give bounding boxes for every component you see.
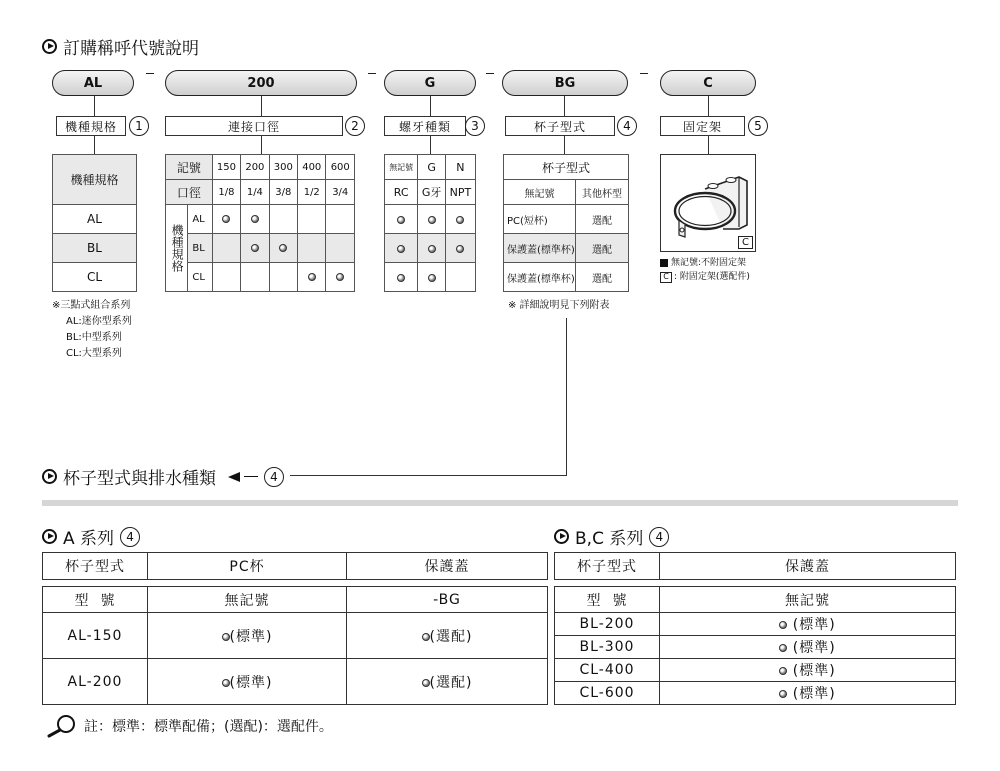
bc-row-cover: (標準) — [792, 663, 836, 679]
option-dot-icon — [222, 633, 230, 641]
code-pill-cup: BG — [502, 70, 628, 96]
section-heading-cup-drain — [42, 464, 284, 489]
dash-separator — [368, 73, 376, 74]
play-bullet-icon — [42, 529, 57, 544]
number-badge: 4 — [617, 116, 637, 136]
number-badge: 3 — [465, 116, 485, 136]
cup-row-option: 選配 — [576, 263, 629, 292]
available-dot-icon — [336, 273, 344, 281]
code-pill-bracket: C — [660, 70, 756, 96]
connector-line — [430, 136, 431, 154]
a-sub-pc: 無記號 — [148, 587, 347, 613]
number-badge: 4 — [120, 527, 140, 547]
available-dot-icon — [308, 273, 316, 281]
cup-row-name: 保護蓋(標準杯) — [504, 234, 576, 263]
available-dot-icon — [456, 245, 464, 253]
legend-line: 無記號:不附固定架 — [671, 258, 747, 268]
code-pill-model: AL — [52, 70, 134, 96]
a-header-cup: 杯子型式 — [43, 553, 148, 580]
legend-badge: C — [660, 272, 672, 283]
a-sub-model: 型 號 — [43, 587, 148, 613]
dash-separator — [486, 73, 494, 74]
label-bracket: 固定架 — [660, 116, 745, 136]
a-row-cover: (選配) — [429, 628, 473, 645]
thread-code: N — [445, 155, 475, 180]
label-cup-type: 杯子型式 — [505, 116, 615, 136]
bc-row-cover: (標準) — [792, 617, 836, 633]
port-side-label: 機種規格 — [166, 205, 188, 292]
available-dot-icon — [397, 245, 405, 253]
port-size: 3/8 — [269, 180, 297, 205]
cup-note: ※ 詳細說明見下列附表 — [508, 300, 610, 311]
option-dot-icon — [422, 633, 430, 641]
dash-separator — [146, 73, 154, 74]
section-divider — [42, 500, 958, 506]
a-header-cover: 保護蓋 — [347, 553, 548, 580]
option-dot-icon — [222, 679, 230, 687]
number-badge: 1 — [129, 116, 149, 136]
bc-sub-cover: 無記號 — [660, 587, 956, 613]
a-header-pc: PC杯 — [148, 553, 347, 580]
magnifier-icon — [46, 714, 78, 738]
a-row-pc: (標準) — [229, 674, 273, 691]
connector-line — [94, 136, 95, 154]
bc-row-model: BL-200 — [555, 613, 660, 636]
section-heading-order-code — [42, 34, 199, 59]
bc-header-cover: 保護蓋 — [660, 553, 956, 580]
a-row-model: AL-150 — [43, 613, 148, 659]
connector-line — [261, 96, 262, 116]
number-badge: 4 — [649, 527, 669, 547]
option-dot-icon — [779, 667, 787, 675]
a-series-header-table — [42, 552, 548, 580]
model-spec-table — [52, 154, 137, 292]
section-title: 訂購稱呼代號說明 — [63, 39, 199, 59]
bc-row-cover: (標準) — [792, 686, 836, 702]
port-code: 150 — [212, 155, 240, 180]
connector-line — [290, 475, 567, 476]
note-line: AL:迷你型系列 — [66, 316, 132, 327]
footnote — [46, 714, 333, 738]
cup-row-name: 保護蓋(標準杯) — [504, 263, 576, 292]
bracket-legend — [660, 256, 750, 284]
connector-line — [566, 318, 567, 475]
available-dot-icon — [428, 216, 436, 224]
cup-col-header: 無記號 — [504, 180, 576, 205]
number-badge: 4 — [264, 467, 284, 487]
port-row-label: BL — [188, 234, 212, 263]
legend-line: : 附固定架(選配件) — [674, 272, 750, 282]
available-dot-icon — [251, 215, 259, 223]
available-dot-icon — [428, 245, 436, 253]
bc-series-heading — [554, 524, 669, 549]
connector-line — [94, 96, 95, 116]
bc-row-cover: (標準) — [792, 640, 836, 656]
cup-col-header: 其他杯型 — [576, 180, 629, 205]
available-dot-icon — [222, 215, 230, 223]
port-code: 300 — [269, 155, 297, 180]
play-bullet-icon — [554, 529, 569, 544]
cup-row-option: 選配 — [576, 205, 629, 234]
arrow-left-icon — [228, 472, 240, 482]
thread-code: 無記號 — [385, 155, 418, 180]
section-title: 杯子型式與排水種類 — [63, 469, 216, 489]
port-size-label: 口徑 — [166, 180, 213, 205]
connector-line — [430, 96, 431, 116]
bc-series-table — [554, 586, 956, 705]
port-code: 400 — [298, 155, 326, 180]
connector-line — [564, 96, 565, 116]
bc-row-model: CL-400 — [555, 659, 660, 682]
series-note — [52, 298, 132, 362]
thread-type: NPT — [445, 180, 475, 205]
connector-line — [708, 136, 709, 154]
model-row-cl: CL — [53, 263, 137, 292]
port-code: 600 — [326, 155, 355, 180]
port-size: 1/4 — [241, 180, 269, 205]
connector-line — [564, 136, 565, 154]
bc-row-model: BL-300 — [555, 636, 660, 659]
number-badge: 2 — [345, 116, 365, 136]
available-dot-icon — [428, 274, 436, 282]
a-series-table — [42, 586, 548, 705]
option-dot-icon — [779, 690, 787, 698]
a-row-cover: (選配) — [429, 674, 473, 691]
note-line: CL:大型系列 — [66, 348, 122, 359]
port-size: 1/8 — [212, 180, 240, 205]
port-code-label: 記號 — [166, 155, 213, 180]
available-dot-icon — [456, 216, 464, 224]
number-badge: 5 — [748, 116, 768, 136]
series-title: A 系列 — [63, 529, 115, 549]
port-code: 200 — [241, 155, 269, 180]
code-pill-port: 200 — [165, 70, 357, 96]
bc-row-model: CL-600 — [555, 682, 660, 705]
port-row-label: CL — [188, 263, 212, 292]
available-dot-icon — [397, 216, 405, 224]
footnote-text: 註：標準：標準配備；(選配)：選配件。 — [84, 719, 333, 735]
play-bullet-icon — [42, 469, 57, 484]
option-dot-icon — [779, 621, 787, 629]
square-bullet-icon — [660, 259, 668, 267]
cup-row-name: PC(短杯) — [504, 205, 576, 234]
bc-header-cup: 杯子型式 — [555, 553, 660, 580]
thread-type-table — [384, 154, 476, 292]
option-dot-icon — [779, 644, 787, 652]
play-bullet-icon — [42, 39, 57, 54]
model-spec-header: 機種規格 — [53, 155, 137, 205]
option-dot-icon — [422, 679, 430, 687]
bc-sub-model: 型 號 — [555, 587, 660, 613]
connector-line — [261, 136, 262, 154]
label-model-spec: 機種規格 — [56, 116, 126, 136]
thread-type: RC — [385, 180, 418, 205]
available-dot-icon — [279, 244, 287, 252]
bc-series-header-table — [554, 552, 956, 580]
available-dot-icon — [397, 274, 405, 282]
a-sub-cover: -BG — [347, 587, 548, 613]
model-row-bl: BL — [53, 234, 137, 263]
cup-table-title: 杯子型式 — [504, 155, 629, 180]
port-size-table — [165, 154, 355, 292]
a-series-heading — [42, 524, 140, 549]
label-thread-type: 螺牙種類 — [384, 116, 466, 136]
a-row-model: AL-200 — [43, 659, 148, 705]
a-row-pc: (標準) — [229, 628, 273, 645]
cup-row-option: 選配 — [576, 234, 629, 263]
port-size: 1/2 — [298, 180, 326, 205]
model-row-al: AL — [53, 205, 137, 234]
bracket-image — [660, 154, 756, 252]
port-size: 3/4 — [326, 180, 355, 205]
thread-type: G牙 — [418, 180, 445, 205]
code-pill-thread: G — [384, 70, 476, 96]
port-row-label: AL — [188, 205, 212, 234]
available-dot-icon — [251, 244, 259, 252]
note-line: BL:中型系列 — [66, 332, 122, 343]
dash-separator — [640, 73, 648, 74]
cup-type-table — [503, 154, 629, 292]
series-title: B,C 系列 — [575, 529, 644, 549]
note-line: ※三點式組合系列 — [52, 300, 131, 311]
label-port-size: 連接口徑 — [165, 116, 343, 136]
bracket-code-badge: C — [738, 236, 753, 249]
connector-line — [708, 96, 709, 116]
thread-code: G — [418, 155, 445, 180]
